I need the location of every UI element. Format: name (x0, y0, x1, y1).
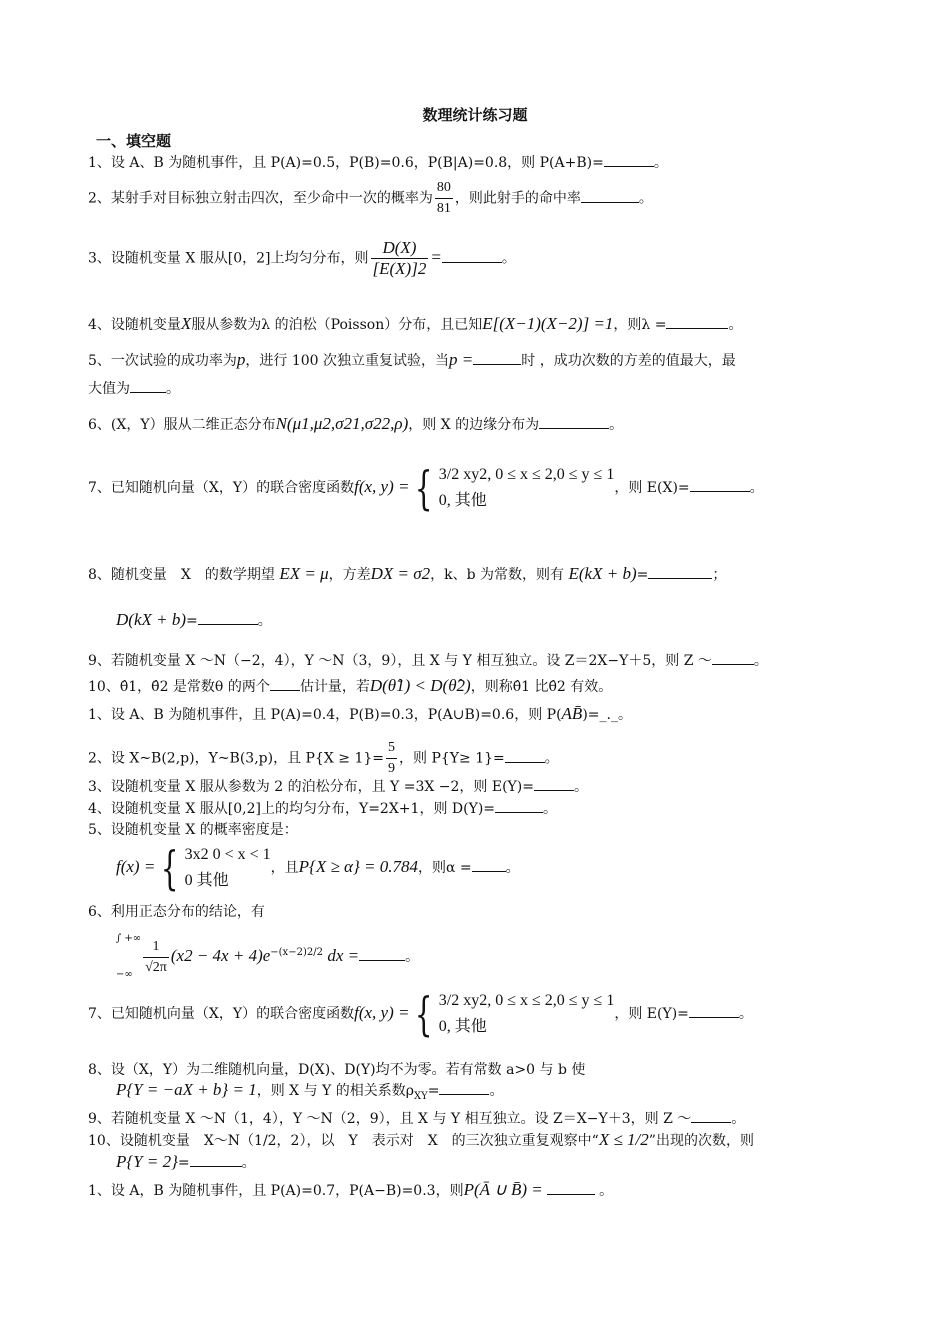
answer-blank[interactable] (690, 477, 750, 492)
answer-blank[interactable] (691, 1108, 731, 1123)
s2-question-10-cont: P{Y = 2}= 。 (116, 1152, 256, 1171)
answer-blank[interactable] (442, 248, 502, 263)
s2-question-4: 4、设随机变量 X 服从[0,2]上的均匀分布，Y=2X+1，则 D(Y)= 。 (88, 798, 557, 819)
s1-question-5: 5、一次试验的成功率为p，进行 100 次独立重复试验，当p = 时 ，成功次数的方差的值最大，最 (88, 350, 736, 369)
s2-question-3: 3、设随机变量 X 服从参数为 2 的泊松分布，且 Y =3X −2，则 E(Y)= 。 (88, 776, 588, 797)
s1-question-8-cont: D(kX + b)= 。 (116, 610, 272, 629)
answer-blank[interactable] (666, 314, 728, 329)
answer-blank[interactable] (359, 946, 405, 961)
question-text: 2、设 X~B(2,p)，Y~B(3,p)，且 P{X ≥ 1}= (88, 750, 385, 767)
question-text: 7、已知随机向量（X，Y）的联合密度函数 (88, 1006, 355, 1022)
question-text: 4、设随机变量 X 服从[0,2]上的均匀分布，Y=2X+1，则 D(Y)= (88, 801, 496, 817)
question-text: 4、设随机变量 (88, 317, 181, 333)
question-text: 6、利用正态分布的结论，有 (88, 904, 265, 920)
s1-question-9: 9、若随机变量 X ～N（−2，4），Y ～N（3，9），且 X 与 Y 相互独立。设 Z＝2X−Y＋5，则 Z ～ 。 (88, 650, 768, 671)
question-text: 2、某射手对目标独立射击四次，至少命中一次的概率为 (88, 190, 433, 207)
s2-question-7: 7、已知随机向量（X，Y）的联合密度函数f(x, y) = { 3/2 xy2, 0 ≤ x ≤ 2,0 ≤ y ≤ 1 0, 其他 ，则 E(Y)= 。 (88, 987, 753, 1041)
answer-blank[interactable] (190, 1152, 242, 1167)
piecewise: 3/2 xy2, 0 ≤ x ≤ 2,0 ≤ y ≤ 1 0, 其他 (438, 992, 615, 1035)
section-heading: 一、填空题 (96, 132, 172, 150)
s1-question-3: 3、设随机变量 X 服从[0，2]上均匀分布，则 $\frac{D(X)}{[E(X)]2}$ = 。 (88, 238, 516, 278)
integral-icon: ∫ +∞ −∞ (116, 933, 142, 980)
fraction: $\frac{5}{9}$ (388, 740, 396, 776)
answer-blank[interactable] (198, 610, 258, 625)
answer-blank[interactable] (472, 857, 506, 872)
question-text: 1、设 A、B 为随机事件，且 P(A)=0.4，P(B)=0.3，P(A∪B)=0.6，则 P( (88, 707, 562, 723)
question-text: 9、若随机变量 X ～N（−2，4），Y ～N（3，9），且 X 与 Y 相互独立。设 Z＝2X−Y＋5，则 Z ～ (88, 653, 712, 669)
fraction: $\frac{1}{√2\pi}$ (145, 938, 167, 975)
brace-icon: { (161, 841, 179, 895)
s1-question-1: 1、设 A、B 为随机事件，且 P(A)=0.5，P(B)=0.6，P(B|A)=0.8，则 P(A+B)= 。 (88, 152, 668, 173)
s1-question-10: 10、θ̂1，θ̂2 是常数θ 的两个 估计量，若D(θ̂1) < D(θ̂2)，则称θ̂1 比θ̂2 有效。 (88, 676, 613, 695)
s2-question-6 (88, 902, 265, 922)
question-text: 8、设（X，Y）为二维随机向量，D(X)、D(Y)均不为零。若有常数 a>0 与 b 使 (88, 1062, 586, 1078)
s2-question-5-formula: f(x) = { 3x2 0 < x < 1 0 其他 ，且P{X ≥ α} = 0.784，则α = 。 (116, 841, 520, 895)
answer-blank[interactable] (581, 188, 639, 203)
brace-icon: { (415, 461, 433, 515)
answer-blank[interactable] (473, 350, 521, 365)
answer-blank[interactable] (689, 1003, 739, 1018)
answer-blank[interactable] (547, 1180, 595, 1195)
answer-blank[interactable] (712, 650, 754, 665)
question-text: 1、设 A、B 为随机事件，且 P(A)=0.5，P(B)=0.6，P(B|A)=0.8，则 P(A+B)= (88, 155, 604, 171)
answer-blank[interactable] (270, 676, 300, 691)
brace-icon: { (415, 987, 433, 1041)
s3-question-1: 1、设 A，B 为随机事件，且 P(A)=0.7，P(A−B)=0.3，则P(Ā ∪ B̄) = 。 (88, 1180, 614, 1199)
question-text: 1、设 A，B 为随机事件，且 P(A)=0.7，P(A−B)=0.3，则 (88, 1183, 464, 1199)
fraction: $\frac{80}{81}$ (436, 180, 451, 216)
question-text: 5、设随机变量 X 的概率密度是： (88, 822, 298, 838)
answer-blank[interactable] (539, 414, 609, 429)
s2-question-6-formula: ∫ +∞ −∞ $\frac{1}{√2\pi}$ $(x2 - 4x + 4)e^{-(x-2)2/2}$ dx = 。 (116, 930, 419, 984)
s2-question-1: 1、设 A、B 为随机事件，且 P(A)=0.4，P(B)=0.3，P(A∪B)=0.6，则 P(AB̄)=_._。 (88, 704, 632, 723)
question-text: 9、若随机变量 X ～N（1，4），Y ～N（2，9），且 X 与 Y 相互独立。设 Z＝X−Y＋3，则 Z ～ (88, 1111, 692, 1127)
piecewise: 3x2 0 < x < 1 0 其他 (184, 846, 271, 889)
question-text: 3、设随机变量 X 服从参数为 2 的泊松分布，且 Y =3X −2，则 E(Y)= (88, 779, 534, 795)
question-text: 3、设随机变量 X 服从[0，2]上均匀分布，则 (88, 250, 369, 267)
answer-blank[interactable] (505, 748, 545, 763)
fraction: $\frac{D(X)}{[E(X)]2}$ (372, 238, 427, 278)
s2-question-9: 9、若随机变量 X ～N（1，4），Y ～N（2，9），且 X 与 Y 相互独立。设 Z＝X−Y＋3，则 Z ～ 。 (88, 1108, 745, 1129)
s1-question-2: 2、某射手对目标独立射击四次，至少命中一次的概率为 $\frac{80}{81}$ ，则此射手的命中率 。 (88, 178, 653, 219)
question-text: 8、随机变量 X 的数学期望 (88, 567, 275, 583)
question-text: 10、设随机变量 X～N（1/2，2），以 Y 表示对 X 的三次独立重复观察中“ (88, 1133, 599, 1149)
question-text: 10、θ̂1，θ̂2 是常数θ 的两个 (88, 679, 270, 695)
question-text: 5、一次试验的成功率为 (88, 353, 237, 369)
s1-question-7: 7、已知随机向量（X，Y）的联合密度函数f(x, y) = { 3/2 xy2, 0 ≤ x ≤ 2,0 ≤ y ≤ 1 0, 其他 ，则 E(X)= 。 (88, 461, 764, 515)
s1-question-6: 6、(X，Y）服从二维正态分布N(μ1,μ2,σ21,σ22,ρ)，则 X 的边缘分布为 。 (88, 414, 624, 433)
answer-blank[interactable] (130, 378, 166, 393)
s1-question-8: 8、随机变量 X 的数学期望 EX = μ，方差DX = σ2，k、b 为常数，则有 E(kX + b)= ； (88, 564, 727, 583)
piecewise: 3/2 xy2, 0 ≤ x ≤ 2,0 ≤ y ≤ 1 0, 其他 (438, 466, 615, 509)
s2-question-10: 10、设随机变量 X～N（1/2，2），以 Y 表示对 X 的三次独立重复观察中“X ≤ 1/2”出现的次数，则 (88, 1130, 754, 1149)
s1-question-4: 4、设随机变量X服从参数为λ 的泊松（Poisson）分布，且已知E[(X−1)(X−2)] =1，则λ = 。 (88, 314, 743, 333)
answer-blank[interactable] (495, 798, 543, 813)
question-text: 6、(X，Y）服从二维正态分布 (88, 417, 276, 433)
s2-question-5 (88, 820, 298, 840)
page-title: 数理统计练习题 (422, 106, 528, 124)
question-text: 7、已知随机向量（X，Y）的联合密度函数 (88, 480, 355, 496)
s2-question-2: 2、设 X~B(2,p)，Y~B(3,p)，且 P{X ≥ 1}= $\frac{5}{9}$ ，则 P{Y≥ 1}= 。 (88, 738, 559, 779)
answer-blank[interactable] (604, 152, 654, 167)
s2-question-8 (88, 1060, 585, 1080)
s2-question-8-cont: P{Y = −aX + b} = 1，则 X 与 Y 的相关系数$\rho_{XY}=$ 。 (116, 1080, 504, 1102)
answer-blank[interactable] (648, 564, 712, 579)
answer-blank[interactable] (534, 776, 574, 791)
answer-blank[interactable] (439, 1080, 489, 1095)
s1-question-5-cont: 大值为 。 (88, 378, 180, 399)
